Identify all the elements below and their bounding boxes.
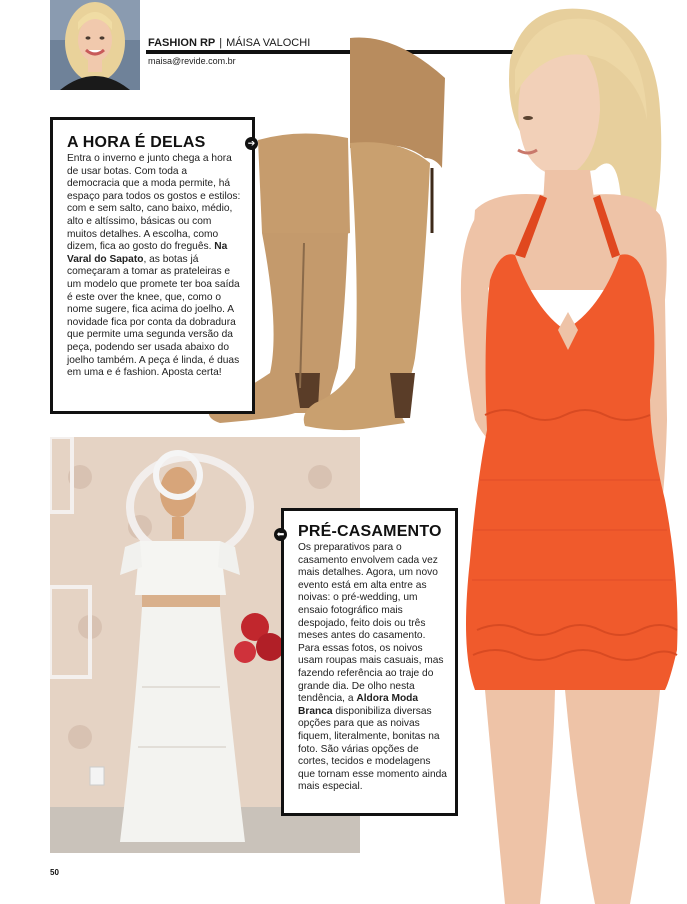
article-body [298,542,447,794]
author-email[interactable]: maisa@revide.com.br [148,56,236,66]
author-name: MÁISA VALOCHI [226,37,311,49]
article-title: A HORA É DELAS [67,134,206,151]
body-text-2: disponibiliza diversas opções para que as noivas fiquem, literalmente, bonitas na foto. São várias opções de cortes, tecidos e modelagens que tornam esse momento ainda mais especial. [298,705,447,793]
arrow-left-icon: ⬅ [274,528,287,541]
arrow-right-icon: ➔ [245,137,258,150]
article-title: PRÉ-CASAMENTO [298,523,442,540]
store-name: Na Varal do Sapato [67,241,228,265]
body-text-1: Os preparativos para o casamento envolvem cada vez mais detalhes. Agora, um novo evento está em alta entre as noivas: o pré-wedding, um ensaio fotográfico mais despojado, feito dois ou três meses antes do casamento. Para essas fotos, os noivos usam roupas mais casuais, mas fazendo referência ao traje do grande dia. De olho nesta tendência, a [298,542,444,705]
body-text-2: , as botas já começaram a tomar as prateleiras e um modelo que promete ter boa saída é este over the knee, que, como o nome sugere, fica acima do joelho. A novidade fica por conta da dobradura que permite uma segunda versão da peça, podendo ser usada abaixo do joelho também. A peça é linda, é duas em uma e é fashion. Aposta certa! [67,253,240,379]
section-name: FASHION RP [148,37,216,49]
article-pre-casamento [281,508,458,816]
header-separator: | [219,37,223,49]
body-text-1: Entra o inverno e junto chega a hora de usar botas. Com toda a democracia que a moda permite, há espaço para todos os gostos e estilos: com e sem salto, cano baixo, médio, alto e altíssimo, básicas ou com muitos detalhes. A escolha, como dizem, fica ao gosto do freguês. [67,153,241,253]
author-photo [50,0,140,90]
page-number: 50 [50,868,59,877]
store-name: Aldora Moda Branca [298,693,419,717]
article-hora-delas [50,117,255,414]
article-body [67,153,242,380]
